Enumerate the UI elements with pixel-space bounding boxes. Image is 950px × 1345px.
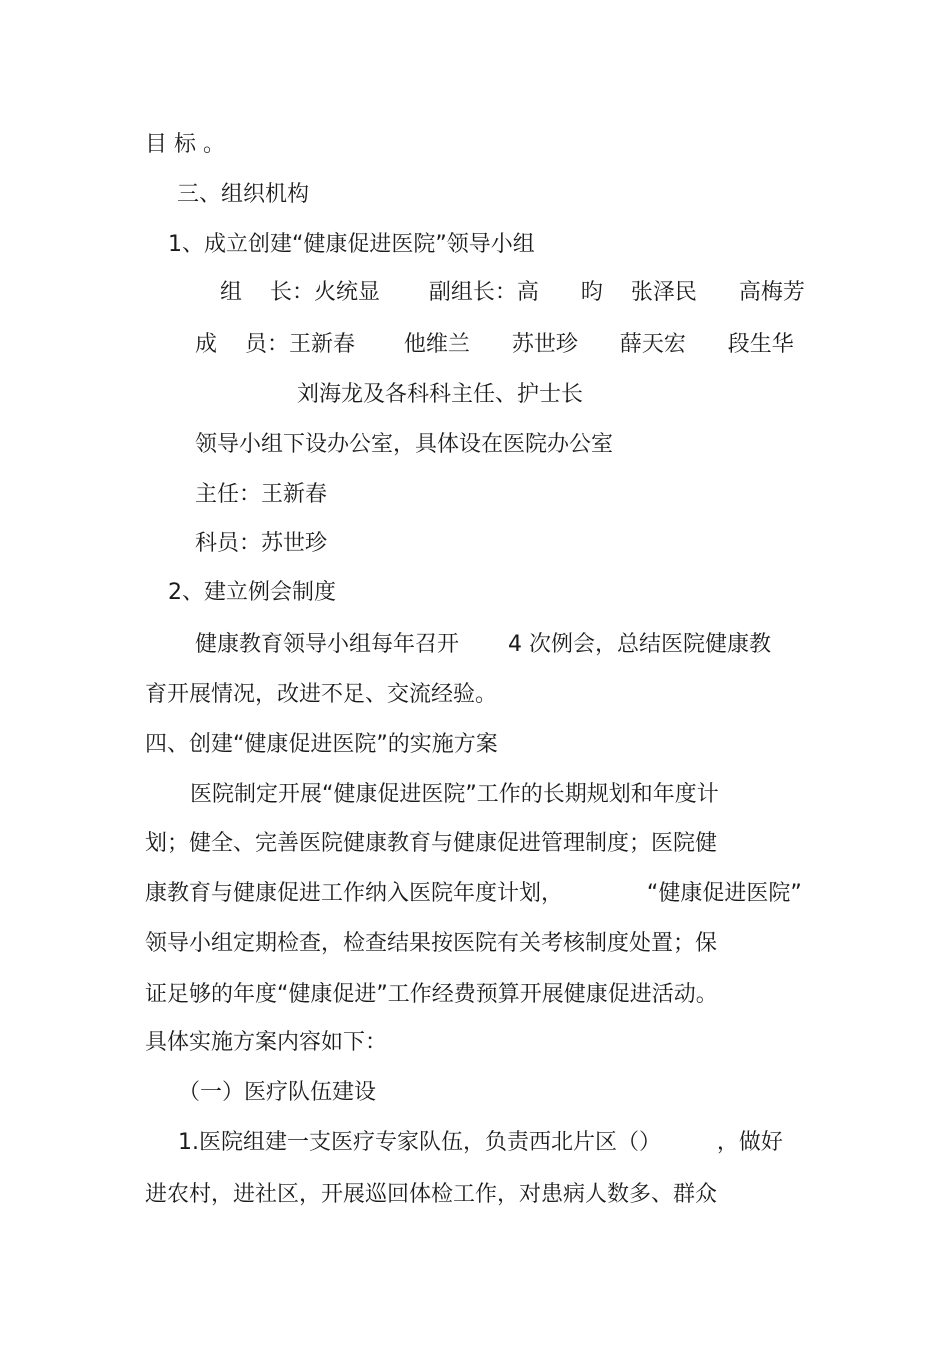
text-line: 进农村，进社区，开展巡回体检工作，对患病人数多、群众 [145,1182,718,1207]
text-line: 领导小组定期检查，检查结果按医院有关考核制度处置；保 [145,931,718,956]
text-line: 组 长：火统显 副组长：高 昀 张泽民 高梅芳 [220,280,805,305]
subsection-heading: 1、成立创建“健康促进医院”领导小组 [168,232,535,257]
text-line: 科员：苏世珍 [195,531,328,556]
text-line: 健康教育领导小组每年召开 4 次例会，总结医院健康教 [195,632,771,657]
subsection-heading: （一）医疗队伍建设 [178,1080,377,1105]
text-line: 划；健全、完善医院健康教育与健康促进管理制度；医院健 [145,831,718,856]
text-line: 证足够的年度“健康促进”工作经费预算开展健康促进活动。 [145,982,718,1007]
text-line: 康教育与健康促进工作纳入医院年度计划， “健康促进医院” [145,881,802,906]
text-line: 主任：王新春 [195,482,328,507]
text-line: 成 员：王新春 他维兰 苏世珍 薛天宏 段生华 [195,332,794,357]
text-line: 刘海龙及各科科主任、护士长 [297,382,584,407]
text-line: 领导小组下设办公室，具体设在医院办公室 [195,432,614,457]
text-line: 医院制定开展“健康促进医院”工作的长期规划和年度计 [190,782,719,807]
text-line: 育开展情况，改进不足、交流经验。 [145,682,498,707]
subsection-heading: 2、建立例会制度 [168,580,336,605]
text-line: 具体实施方案内容如下： [145,1030,388,1055]
section-heading: 四、创建“健康促进医院”的实施方案 [145,732,498,757]
text-line: 1.医院组建一支医疗专家队伍，负责西北片区（） ，做好 [178,1130,783,1155]
section-heading: 三、组织机构 [177,182,310,207]
text-line: 目 标 。 [145,132,225,157]
